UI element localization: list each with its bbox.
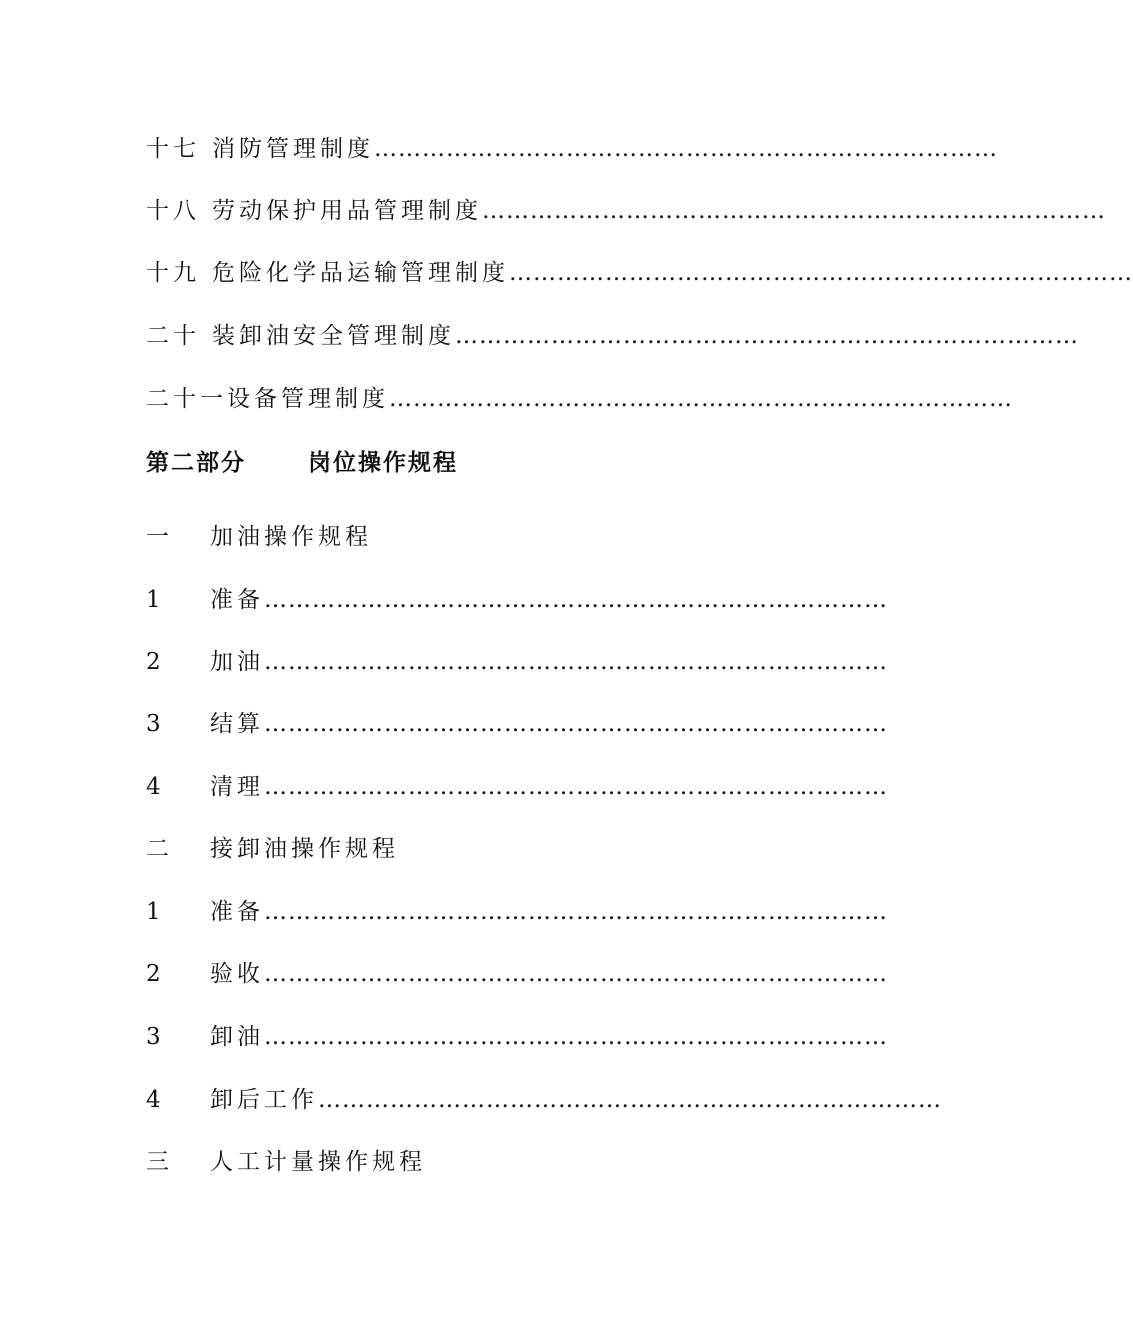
toc-dot-leader: …………………………………………………………………… [509, 260, 1133, 286]
toc-dot-leader: …………………………………………………………………… [264, 587, 888, 613]
toc-entry-title: 装卸油安全管理制度 [212, 323, 455, 349]
toc-section-2[interactable] [146, 833, 399, 865]
toc-entry[interactable] [146, 958, 888, 990]
toc-entry[interactable] [146, 646, 888, 678]
toc-entry-number: 一 [146, 524, 169, 550]
toc-entry-number: 1 [146, 899, 161, 925]
toc-entry-number: 二 [146, 836, 169, 862]
toc-entry-number: 4 [146, 1087, 161, 1113]
part-title: 岗位操作规程 [308, 449, 459, 476]
toc-entry[interactable] [146, 896, 888, 928]
toc-entry[interactable] [146, 771, 888, 803]
toc-entry[interactable] [146, 584, 888, 616]
toc-entry-title: 准备 [210, 587, 264, 613]
toc-dot-leader: …………………………………………………………………… [264, 711, 888, 737]
toc-entry-number: 2 [146, 649, 161, 675]
toc-entry-title: 人工计量操作规程 [210, 1149, 426, 1175]
toc-entry-title: 准备 [210, 899, 264, 925]
toc-entry-20[interactable] [146, 320, 1079, 352]
toc-dot-leader: …………………………………………………………………… [264, 649, 888, 675]
toc-entry-title: 结算 [210, 711, 264, 737]
toc-entry-18[interactable] [146, 195, 1106, 227]
toc-dot-leader: …………………………………………………………………… [318, 1087, 942, 1113]
toc-entry-title: 加油 [210, 649, 264, 675]
toc-section-3[interactable] [146, 1146, 426, 1178]
part-label: 第二部分 [146, 449, 246, 476]
toc-entry[interactable] [146, 1021, 888, 1053]
toc-entry-title: 加油操作规程 [210, 524, 372, 550]
toc-entry-number: 十九 [146, 260, 200, 286]
toc-entry-title: 清理 [210, 774, 264, 800]
toc-entry-number: 3 [146, 711, 161, 737]
toc-entry-title: 劳动保护用品管理制度 [212, 198, 482, 224]
toc-entry-number: 十八 [146, 198, 200, 224]
toc-entry-number: 3 [146, 1024, 161, 1050]
toc-entry-21[interactable] [146, 383, 1013, 415]
toc-dot-leader: …………………………………………………………………… [482, 198, 1106, 224]
toc-entry-number: 二十 [146, 323, 200, 349]
toc-entry-number: 4 [146, 774, 161, 800]
toc-entry-number: 1 [146, 587, 161, 613]
toc-dot-leader: …………………………………………………………………… [389, 386, 1013, 412]
toc-entry[interactable] [146, 1084, 942, 1116]
toc-entry-title: 验收 [210, 961, 264, 987]
toc-dot-leader: …………………………………………………………………… [374, 136, 998, 162]
toc-entry-title: 卸后工作 [210, 1087, 318, 1113]
toc-section-1[interactable] [146, 521, 372, 553]
toc-dot-leader: …………………………………………………………………… [264, 961, 888, 987]
toc-entry-number: 2 [146, 961, 161, 987]
toc-entry-title: 接卸油操作规程 [210, 836, 399, 862]
toc-dot-leader: …………………………………………………………………… [264, 1024, 888, 1050]
toc-dot-leader: …………………………………………………………………… [264, 774, 888, 800]
part-heading [146, 446, 458, 480]
toc-entry-17[interactable] [146, 133, 998, 165]
toc-entry-19[interactable] [146, 257, 1133, 289]
toc-entry[interactable] [146, 708, 888, 740]
toc-entry-title: 卸油 [210, 1024, 264, 1050]
toc-entry-number: 三 [146, 1149, 169, 1175]
toc-dot-leader: …………………………………………………………………… [455, 323, 1079, 349]
toc-entry-title: 消防管理制度 [212, 136, 374, 162]
toc-entry-title: 危险化学品运输管理制度 [212, 260, 509, 286]
toc-dot-leader: …………………………………………………………………… [264, 899, 888, 925]
toc-entry-number: 二十一 [146, 386, 227, 412]
toc-entry-number: 十七 [146, 136, 200, 162]
toc-entry-title: 设备管理制度 [227, 386, 389, 412]
